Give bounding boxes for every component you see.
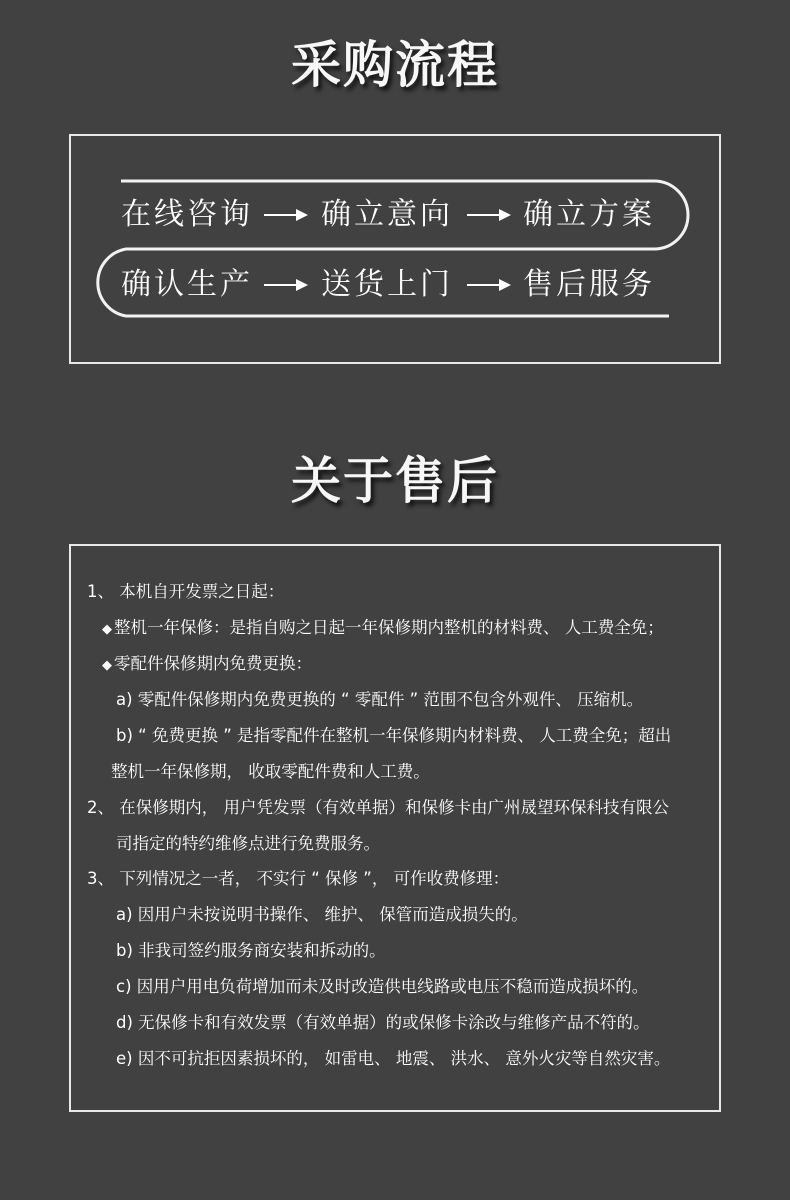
clause-1-heading: 1、 本机自开发票之日起： — [87, 582, 285, 601]
clause-1-bullet-2: ◆ 零配件保修期内免费更换： — [102, 654, 312, 673]
diamond-bullet-icon: ◆ — [102, 622, 112, 637]
step-confirm-production: 确认生产 — [121, 267, 253, 302]
purchase-process-title: 采购流程 — [291, 36, 499, 94]
step-online-consultation: 在线咨询 — [121, 197, 253, 232]
after-sale-title: 关于售后 — [291, 452, 499, 510]
step-after-sale-service: 售后服务 — [523, 267, 655, 302]
clause-1-item-b-cont: 整机一年保修期， 收取零配件费和人工费。 — [111, 762, 430, 781]
clause-1-item-a: a) 零配件保修期内免费更换的 “ 零配件 ” 范围不包含外观件、 压缩机。 — [116, 690, 644, 709]
clause-3-heading: 3、 下列情况之一者， 不实行 “ 保修 ”， 可作收费修理： — [87, 869, 510, 888]
clause-3-item-e: e) 因不可抗拒因素损坏的， 如雷电、 地震、 洪水、 意外火灾等自然灾害。 — [116, 1049, 671, 1068]
clause-1-item-b: b) “ 免费更换 ” 是指零配件在整机一年保修期内材料费、 人工费全免；超出 — [116, 726, 672, 745]
arrow-right-icon — [262, 275, 310, 295]
step-confirm-intention: 确立意向 — [321, 197, 453, 232]
clause-3-item-c: c) 因用户用电负荷增加而未及时改造供电线路或电压不稳而造成损坏的。 — [116, 977, 649, 996]
step-delivery: 送货上门 — [321, 267, 453, 302]
arrow-right-icon — [465, 205, 513, 225]
diamond-bullet-icon: ◆ — [102, 658, 112, 673]
purchase-process-box — [69, 134, 721, 364]
clause-1-bullet-1: ◆ 整机一年保修：是指自购之日起一年保修期内整机的材料费、 人工费全免； — [102, 618, 664, 637]
clause-3-item-a: a) 因用户未按说明书操作、 维护、 保管而造成损失的。 — [116, 905, 528, 924]
step-confirm-plan: 确立方案 — [523, 197, 655, 232]
clause-3-item-d: d) 无保修卡和有效发票（有效单据）的或保修卡涂改与维修产品不符的。 — [116, 1013, 650, 1032]
arrow-right-icon — [465, 275, 513, 295]
clause-2: 2、 在保修期内， 用户凭发票（有效单据）和保修卡由广州晟望环保科技有限公 — [87, 798, 669, 817]
arrow-right-icon — [262, 205, 310, 225]
clause-3-item-b: b) 非我司签约服务商安装和拆动的。 — [116, 941, 386, 960]
clause-2-cont: 司指定的特约维修点进行免费服务。 — [116, 834, 380, 853]
